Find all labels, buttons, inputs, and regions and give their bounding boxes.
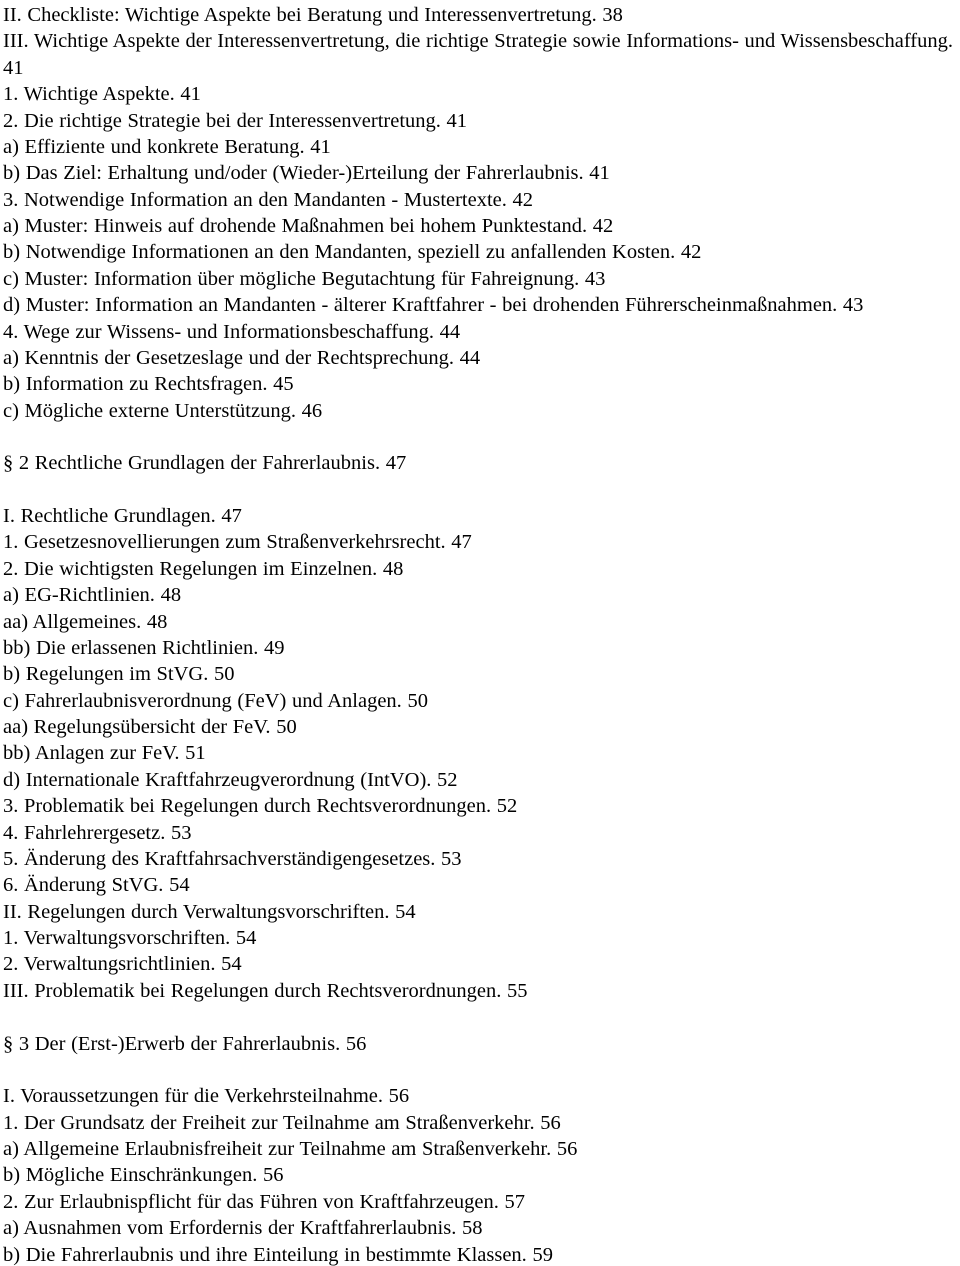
toc-entry-page-number: 50	[276, 716, 297, 739]
toc-entry	[3, 820, 958, 846]
toc-entry-label: bb) Anlagen zur FeV.	[3, 742, 180, 765]
toc-entry-label: § 3 Der (Erst-)Erwerb der Fahrerlaubnis.	[3, 1032, 341, 1055]
toc-entry-label: b) Mögliche Einschränkungen.	[3, 1164, 258, 1187]
toc-entry-page-number: 54	[235, 927, 257, 950]
toc-entry-label: c) Muster: Information über mögliche Begutachtung für Fahreignung.	[3, 267, 580, 290]
toc-entry	[3, 1162, 958, 1188]
toc-entry-page-number: 56	[262, 1164, 284, 1187]
toc-entry	[3, 292, 958, 318]
toc-entry-label: c) Fahrerlaubnisverordnung (FeV) und Anlagen.	[3, 689, 402, 712]
toc-entry-page-number: 56	[540, 1111, 561, 1134]
toc-entry-page-number: 50	[407, 689, 428, 712]
toc-list	[3, 2, 958, 1266]
toc-entry-label: III. Problematik bei Regelungen durch Rechtsverordnungen.	[3, 979, 502, 1002]
toc-entry-page-number: 48	[382, 557, 404, 580]
toc-entry-page-number: 41	[446, 109, 468, 132]
toc-entry	[3, 81, 958, 107]
toc-entry-page-number: 47	[221, 505, 242, 528]
toc-entry	[3, 925, 958, 951]
toc-entry-label: 2. Verwaltungsrichtlinien.	[3, 953, 216, 976]
toc-entry-page-number: 58	[461, 1217, 483, 1240]
toc-entry-page-number: 51	[185, 742, 206, 765]
toc-entry-label: 3. Problematik bei Regelungen durch Rechtsverordnungen.	[3, 795, 492, 818]
toc-entry	[3, 582, 958, 608]
toc-entry-page-number: 56	[388, 1085, 410, 1108]
toc-entry-page-number: 52	[437, 768, 458, 791]
toc-entry-page-number: 41	[589, 162, 610, 185]
toc-entry-label: a) Muster: Hinweis auf drohende Maßnahmen bei hohem Punktestand.	[3, 215, 588, 237]
toc-entry-page-number: 41	[3, 56, 24, 79]
toc-entry-label: b) Regelungen im StVG.	[3, 663, 209, 686]
toc-entry-label: II. Regelungen durch Verwaltungsvorschriften.	[3, 900, 390, 923]
toc-entry	[3, 978, 958, 1004]
toc-entry-label: 6. Änderung StVG.	[3, 874, 164, 897]
toc-entry	[3, 160, 958, 186]
toc-entry	[3, 371, 958, 397]
toc-entry-page-number: 59	[532, 1243, 553, 1266]
toc-entry	[3, 1136, 958, 1162]
toc-entry-label: d) Muster: Information an Mandanten - älterer Kraftfahrer - bei drohenden Führerscheinmaßnahmen.	[3, 294, 838, 317]
toc-entry-label: III. Wichtige Aspekte der Interessenvertretung, die richtige Strategie sowie Informations- und Wissensbeschaffung.	[3, 30, 953, 53]
toc-entry-page-number: 54	[221, 953, 242, 976]
toc-entry-label: II. Checkliste: Wichtige Aspekte bei Beratung und Interessenvertretung.	[3, 4, 597, 26]
toc-entry-label: bb) Die erlassenen Richtlinien.	[3, 636, 259, 659]
toc-entry-label: b) Das Ziel: Erhaltung und/oder (Wieder-)Erteilung der Fahrerlaubnis.	[3, 162, 584, 185]
toc-entry-label: § 2 Rechtliche Grundlagen der Fahrerlaubnis.	[3, 452, 381, 475]
toc-entry	[3, 556, 958, 582]
toc-spacer	[3, 424, 958, 450]
toc-entry-page-number: 48	[146, 610, 168, 633]
toc-entry-label: 2. Zur Erlaubnispflicht für das Führen von Kraftfahrzeugen.	[3, 1190, 499, 1213]
toc-entry-label: 5. Änderung des Kraftfahrsachverständigengesetzes.	[3, 847, 436, 870]
toc-entry-page-number: 47	[451, 531, 472, 554]
toc-entry	[3, 1189, 958, 1215]
toc-entry-label: b) Information zu Rechtsfragen.	[3, 373, 268, 396]
toc-entry	[3, 661, 958, 687]
toc-entry-page-number: 43	[584, 267, 606, 290]
toc-spacer	[3, 1004, 958, 1030]
toc-section-heading	[3, 450, 958, 476]
toc-entry-label: 1. Gesetzesnovellierungen zum Straßenverkehrsrecht.	[3, 531, 446, 554]
toc-entry-page-number: 53	[170, 821, 192, 844]
toc-entry-page-number: 45	[273, 373, 294, 396]
toc-entry-page-number: 42	[592, 215, 614, 237]
toc-entry-label: 4. Fahrlehrergesetz.	[3, 821, 166, 844]
toc-entry-label: aa) Allgemeines.	[3, 610, 142, 633]
toc-entry	[3, 609, 958, 635]
toc-entry	[3, 740, 958, 766]
toc-entry	[3, 319, 958, 345]
toc-entry-page-number: 53	[441, 847, 462, 870]
toc-entry-page-number: 57	[504, 1190, 526, 1213]
toc-entry-label: I. Voraussetzungen für die Verkehrsteilnahme.	[3, 1085, 384, 1108]
toc-entry-page-number: 48	[160, 584, 182, 607]
toc-entry	[3, 266, 958, 292]
toc-entry-page-number: 55	[506, 979, 528, 1002]
toc-entry-page-number: 41	[310, 135, 331, 158]
toc-spacer	[3, 1057, 958, 1083]
toc-entry-page-number: 56	[345, 1032, 367, 1055]
toc-entry	[3, 688, 958, 714]
toc-entry-page-number: 44	[439, 320, 461, 343]
toc-entry-label: a) EG-Richtlinien.	[3, 584, 155, 607]
toc-entry-label: 1. Wichtige Aspekte.	[3, 83, 175, 106]
toc-entry	[3, 239, 958, 265]
toc-entry	[3, 134, 958, 160]
toc-entry	[3, 846, 958, 872]
toc-entry	[3, 767, 958, 793]
toc-entry	[3, 213, 958, 239]
toc-entry	[3, 872, 958, 898]
toc-entry-label: b) Notwendige Informationen an den Mandanten, speziell zu anfallenden Kosten.	[3, 241, 676, 264]
toc-entry-label: a) Ausnahmen vom Erfordernis der Kraftfahrerlaubnis.	[3, 1217, 457, 1240]
toc-entry-label: d) Internationale Kraftfahrzeugverordnung (IntVO).	[3, 768, 432, 791]
toc-entry	[3, 28, 958, 81]
toc-entry-label: 2. Die wichtigsten Regelungen im Einzelnen.	[3, 557, 378, 580]
toc-entry-page-number: 52	[496, 795, 518, 818]
toc-entry	[3, 1083, 958, 1109]
toc-entry-page-number: 42	[680, 241, 702, 264]
toc-entry	[3, 793, 958, 819]
toc-entry	[3, 503, 958, 529]
toc-entry-label: 1. Der Grundsatz der Freiheit zur Teilnahme am Straßenverkehr.	[3, 1111, 535, 1134]
toc-entry	[3, 1242, 958, 1266]
toc-entry	[3, 635, 958, 661]
toc-entry-page-number: 54	[395, 900, 416, 923]
toc-entry-label: b) Die Fahrerlaubnis und ihre Einteilung in bestimmte Klassen.	[3, 1243, 527, 1266]
toc-entry-page-number: 49	[264, 636, 285, 659]
toc-entry-page-number: 56	[556, 1138, 578, 1161]
toc-entry-label: 1. Verwaltungsvorschriften.	[3, 927, 231, 950]
toc-entry-label: a) Allgemeine Erlaubnisfreiheit zur Teilnahme am Straßenverkehr.	[3, 1138, 552, 1161]
toc-entry	[3, 108, 958, 134]
toc-entry	[3, 1110, 958, 1136]
toc-entry	[3, 1215, 958, 1241]
toc-entry-label: 3. Notwendige Information an den Mandanten - Mustertexte.	[3, 188, 507, 211]
toc-entry-label: a) Kenntnis der Gesetzeslage und der Rechtsprechung.	[3, 346, 454, 369]
toc-entry-label: 2. Die richtige Strategie bei der Interessenvertretung.	[3, 109, 441, 132]
toc-entry	[3, 187, 958, 213]
toc-entry-label: aa) Regelungsübersicht der FeV.	[3, 716, 271, 739]
toc-entry	[3, 951, 958, 977]
toc-entry-page-number: 41	[180, 83, 201, 106]
toc-entry	[3, 899, 958, 925]
toc-entry-page-number: 50	[213, 663, 235, 686]
toc-entry-page-number: 46	[301, 399, 323, 422]
toc-entry	[3, 2, 958, 28]
toc-entry-label: I. Rechtliche Grundlagen.	[3, 505, 216, 528]
toc-entry-page-number: 44	[459, 346, 481, 369]
toc-entry	[3, 529, 958, 555]
toc-entry-label: c) Mögliche externe Unterstützung.	[3, 399, 296, 422]
toc-entry-page-number: 47	[385, 452, 407, 475]
toc-section-heading	[3, 1031, 958, 1057]
toc-entry	[3, 714, 958, 740]
toc-entry-page-number: 43	[842, 294, 864, 317]
toc-entry-page-number: 42	[512, 188, 534, 211]
toc-spacer	[3, 477, 958, 503]
toc-entry-label: a) Effiziente und konkrete Beratung.	[3, 135, 305, 158]
toc-entry-label: 4. Wege zur Wissens- und Informationsbeschaffung.	[3, 320, 434, 343]
toc-entry	[3, 398, 958, 424]
toc-entry-page-number: 38	[602, 4, 623, 26]
toc-entry	[3, 345, 958, 371]
toc-entry-page-number: 54	[169, 874, 190, 897]
